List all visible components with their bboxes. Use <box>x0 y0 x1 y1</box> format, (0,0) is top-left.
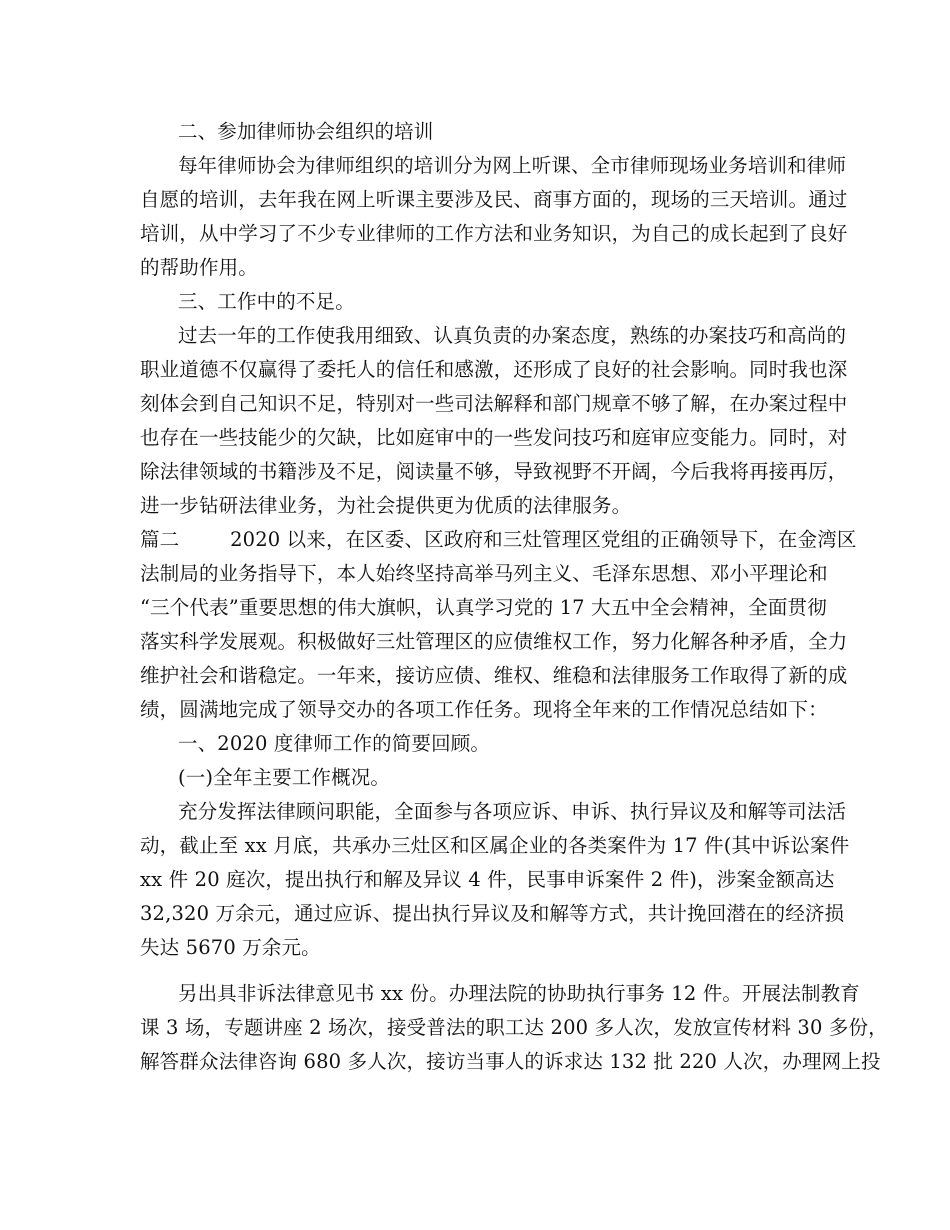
paragraph-line: 32,320 万余元，通过应诉、提出执行异议及和解等方式，共计挽回潜在的经济损 <box>140 902 845 925</box>
paragraph-line: 法制局的业务指导下，本人始终坚持高举马列主义、毛泽东思想、邓小平理论和 <box>140 562 828 585</box>
subsection-heading: (一)全年主要工作概况。 <box>178 766 391 789</box>
paragraph-line: 的帮助作用。 <box>140 256 258 279</box>
section-heading: 三、工作中的不足。 <box>178 290 355 313</box>
paragraph-line: 失达 5670 万余元。 <box>140 936 321 959</box>
paragraph-line: 也存在一些技能少的欠缺，比如庭审中的一些发问技巧和庭审应变能力。同时，对 <box>140 426 848 449</box>
paragraph-line: 篇二 2020 以来，在区委、区政府和三灶管理区党组的正确领导下，在金湾区 <box>140 528 857 551</box>
paragraph-line: 另出具非诉法律意见书 xx 份。办理法院的协助执行事务 12 件。开展法制教育 <box>178 982 860 1005</box>
paragraph-line: xx 件 20 庭次，提出执行和解及异议 4 件，民事申诉案件 2 件)，涉案金额高达 <box>140 868 835 891</box>
paragraph-line: 落实科学发展观。积极做好三灶管理区的应债维权工作，努力化解各种矛盾，全力 <box>140 630 848 653</box>
paragraph-line: 培训，从中学习了不少专业律师的工作方法和业务知识，为自己的成长起到了良好 <box>140 222 848 245</box>
paragraph-line: 刻体会到自己知识不足，特别对一些司法解释和部门规章不够了解，在办案过程中 <box>140 392 848 415</box>
paragraph-line: 每年律师协会为律师组织的培训分为网上听课、全市律师现场业务培训和律师 <box>178 154 847 177</box>
section-heading: 一、2020 度律师工作的简要回顾。 <box>178 732 491 755</box>
paragraph-line: 职业道德不仅赢得了委托人的信任和感激，还形成了良好的社会影响。同时我也深 <box>140 358 848 381</box>
section-heading: 二、参加律师协会组织的培训 <box>178 120 434 143</box>
paragraph-line: 课 3 场，专题讲座 2 场次，接受普法的职工达 200 多人次，发放宣传材料 30 多份， <box>140 1016 888 1039</box>
paragraph-line: 动，截止至 xx 月底，共承办三灶区和区属企业的各类案件为 17 件(其中诉讼案件 <box>140 834 850 857</box>
paragraph-line: 自愿的培训，去年我在网上听课主要涉及民、商事方面的，现场的三天培训。通过 <box>140 188 848 211</box>
paragraph-line: 绩，圆满地完成了领导交办的各项工作任务。现将全年来的工作情况总结如下： <box>140 698 828 721</box>
paragraph-line: 解答群众法律咨询 680 多人次，接访当事人的诉求达 132 批 220 人次，办理网上投 <box>140 1050 881 1073</box>
paragraph-line: 除法律领域的书籍涉及不足，阅读量不够，导致视野不开阔，今后我将再接再厉， <box>140 460 848 483</box>
paragraph-line: 进一步钻研法律业务，为社会提供更为优质的法律服务。 <box>140 494 632 517</box>
paragraph-line: 维护社会和谐稳定。一年来，接访应债、维权、维稳和法律服务工作取得了新的成 <box>140 664 848 687</box>
paragraph-line: 充分发挥法律顾问职能，全面参与各项应诉、申诉、执行异议及和解等司法活 <box>178 800 847 823</box>
paragraph-line: “三个代表”重要思想的伟大旗帜，认真学习党的 17 大五中全会精神，全面贯彻 <box>140 596 827 619</box>
paragraph-line: 过去一年的工作使我用细致、认真负责的办案态度，熟练的办案技巧和高尚的 <box>178 324 847 347</box>
